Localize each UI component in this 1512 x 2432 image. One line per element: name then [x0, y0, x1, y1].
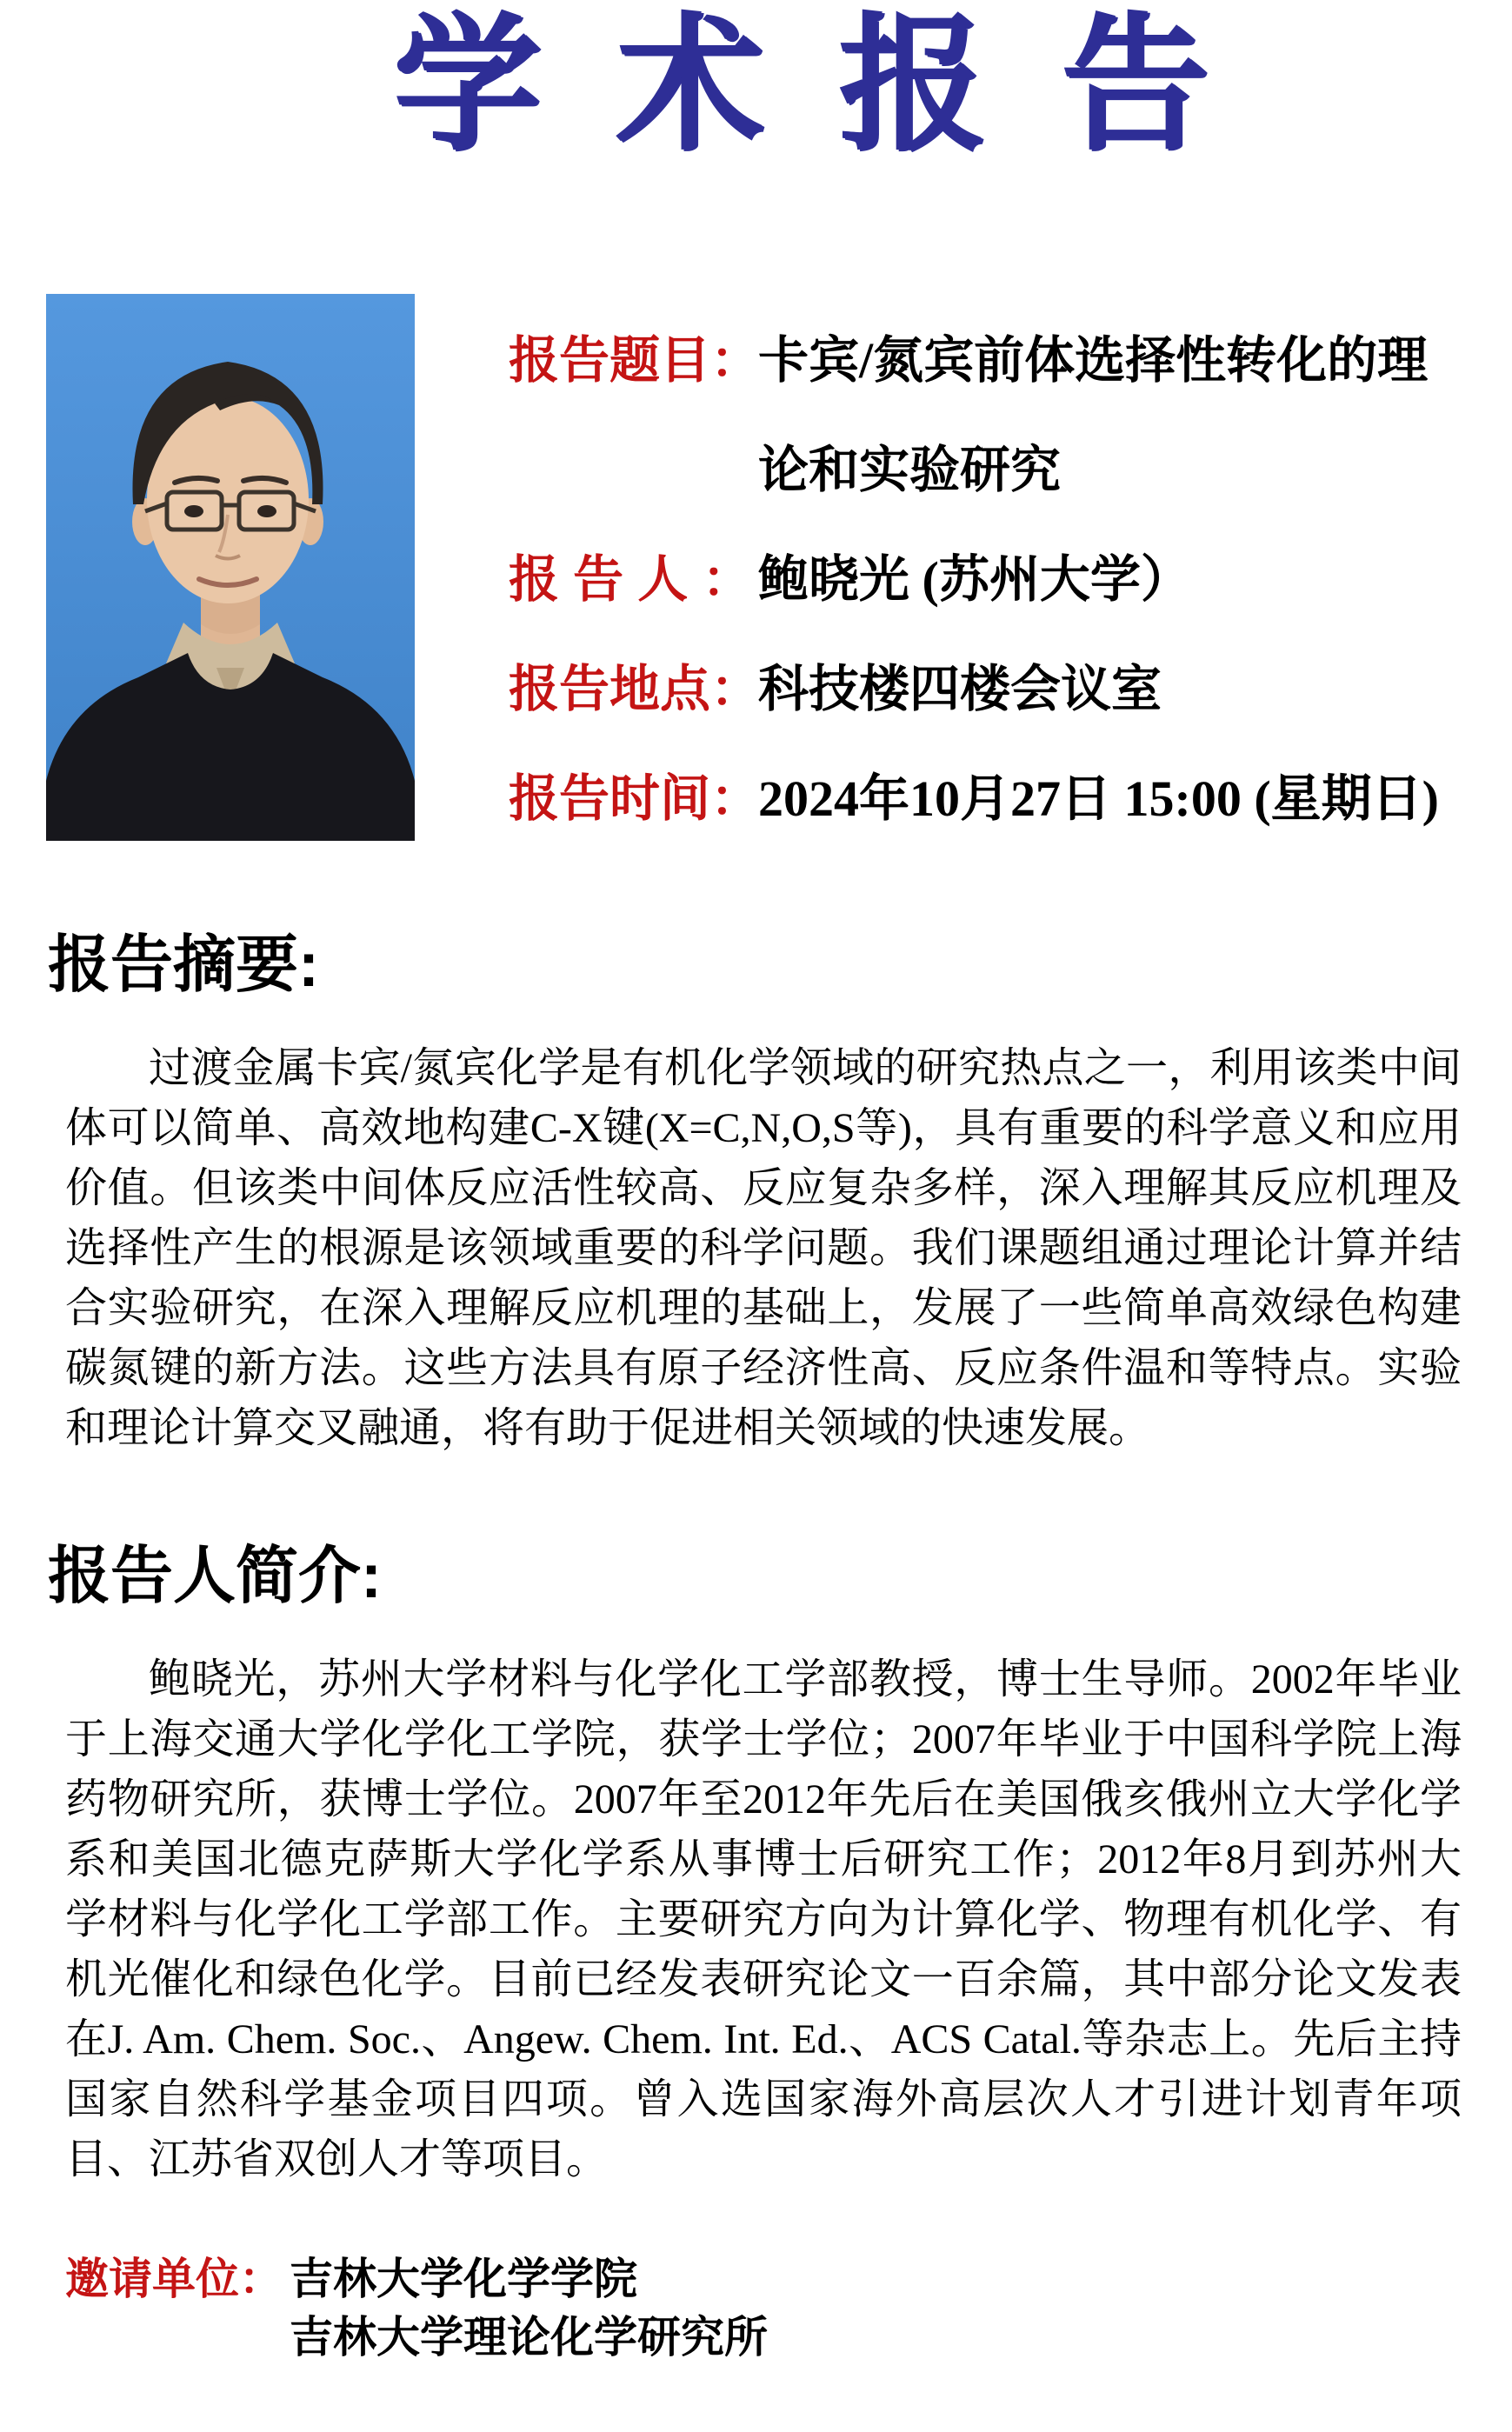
time-value: 2024年10月27日 15:00 (星期日): [758, 770, 1439, 827]
seminar-info-list: [509, 330, 1500, 878]
inviter-label: 邀请单位：: [65, 2255, 283, 2303]
content-body: [48, 932, 1469, 2367]
info-line-time: [509, 769, 1500, 830]
info-line-speaker: [509, 550, 1500, 610]
location-label: 报告地点：: [509, 661, 762, 717]
bio-heading: 报告人简介:: [48, 1542, 382, 1611]
title-value-line2: 论和实验研究: [758, 442, 1062, 498]
location-value: 科技楼四楼会议室: [758, 661, 1162, 717]
inviter-label-spacer: [65, 2309, 290, 2367]
time-label: 报告时间：: [509, 770, 762, 827]
inviter-org-2: 吉林大学理论化学研究所: [290, 2313, 768, 2362]
info-line-title-wrap: [509, 440, 1500, 501]
inviter-org-1: 吉林大学化学学院: [290, 2255, 637, 2303]
speaker-photo: [46, 294, 415, 841]
title-value-line1: 卡宾/氮宾前体选择性转化的理: [758, 332, 1429, 389]
bio-text: 鲍晓光，苏州大学材料与化学化工学部教授，博士生导师。2002年毕业于上海交通大学化学化工学院，获学士学位；2007年毕业于中国科学院上海药物研究所，获博士学位。2007年至2012年先后在美国俄亥俄州立大学化学系和美国北德克萨斯大学化学系从事博士后研究工作；2012年8月到苏州大学材料与化学化工学部工作。主要研究方向为计算化学、物理有机化学、有机光催化和绿色化学。目前已经发表研究论文一百余篇，其中部分论文发表在J. Am. Chem. Soc.、Angew. Chem. Int. Ed.、ACS Catal.等杂志上。先后主持国家自然科学基金项目四项。曾入选国家海外高层次人才引进计划青年项目、江苏省双创人才等项目。: [65, 1656, 1462, 2182]
title-label: 报告题目：: [509, 332, 762, 389]
inviter-block: [65, 2250, 1469, 2367]
info-line-location: [509, 659, 1500, 720]
inviter-row-2: [65, 2309, 1469, 2367]
speaker-portrait-illustration: [46, 294, 415, 841]
page-title: 学术报告: [393, 3, 1284, 168]
abstract-text: 过渡金属卡宾/氮宾化学是有机化学领域的研究热点之一，利用该类中间体可以简单、高效地构建C-X键(X=C,N,O,S等)，具有重要的科学意义和应用价值。但该类中间体反应活性较高、反应复杂多样，深入理解其反应机理及选择性产生的根源是该领域重要的科学问题。我们课题组通过理论计算并结合实验研究，在深入理解反应机理的基础上，发展了一些简单高效绿色构建碳氮键的新方法。这些方法具有原子经济性高、反应条件温和等特点。实验和理论计算交叉融通，将有助于促进相关领域的快速发展。: [65, 1045, 1462, 1451]
speaker-value: 鲍晓光 (苏州大学）: [758, 551, 1191, 608]
speaker-label: 报 告 人 ：: [509, 551, 753, 608]
inviter-row-1: [65, 2250, 1469, 2309]
abstract-heading: 报告摘要:: [48, 930, 319, 1000]
info-line-title: [509, 330, 1500, 391]
